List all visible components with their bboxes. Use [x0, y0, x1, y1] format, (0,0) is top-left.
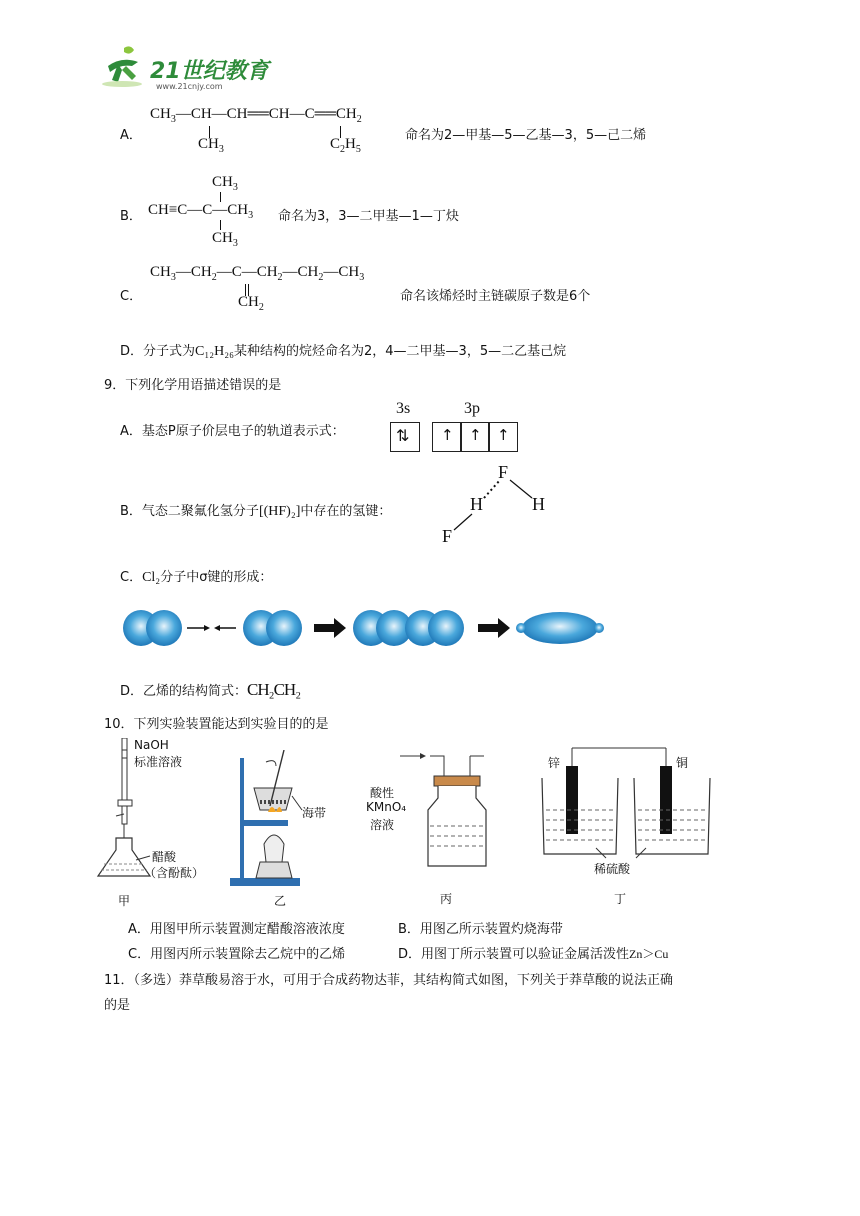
q8-b-letter: B． — [120, 209, 142, 224]
q10-option-d-line — [398, 943, 668, 962]
q10-option-d: D．用图丁所示装置可以验证金属活泼性 — [398, 947, 630, 962]
sigma-bond-diagram — [120, 606, 610, 650]
jia-indicator-label: （含酚酞） — [144, 866, 205, 880]
bing-label-3: 溶液 — [370, 818, 395, 832]
q9-b-text-pre: 气态二聚氟化氢分子 — [141, 504, 259, 519]
ding-cu-label: 铜 — [676, 756, 689, 770]
orbital-diagram: 3s 3p ⇅ ↑ ↑ ↑ — [390, 400, 530, 456]
figure-jia — [96, 738, 216, 908]
hydrogen-bond-diagram: F H H F — [442, 462, 545, 546]
q8-d-suffix: 某种结构的烷烃命名为2，4—二甲基—3，5—二乙基己烷 — [234, 344, 567, 359]
q11-line-1: 11．（多选）莽草酸易溶于水，可用于合成药物达菲，其结构简式如图，下列关于莽草酸的说法正确 — [104, 973, 674, 988]
q9-a-letter: A． — [120, 424, 142, 439]
q10-stem: 10．下列实验装置能达到实验目的的是 — [104, 717, 329, 732]
q8-d-formula: C₁₂H₂₆ — [195, 344, 235, 359]
figure-yi — [226, 750, 346, 908]
q9-a-line — [120, 420, 345, 439]
q9-b-text-post: 中存在的氢键： — [300, 504, 392, 519]
q9-stem: 9．下列化学用语描述错误的是 — [104, 378, 282, 393]
q8-c-structure: $CH_3—CH_2—C—CH_2—CH_2—CH_3$ $CH_2$ — [150, 264, 365, 313]
q9-d-text: 乙烯的结构简式： — [143, 684, 248, 699]
jia-std-label: 标准溶液 — [134, 755, 183, 769]
q8-d-line — [120, 340, 566, 360]
q9-b-line — [120, 500, 391, 520]
q8-a-letter: A． — [120, 128, 142, 143]
q9-c-line — [120, 566, 272, 586]
figure-ding — [536, 744, 716, 908]
q10-option-d-formula: Zn＞Cu — [629, 947, 669, 961]
yi-seaweed-label: 海带 — [302, 806, 327, 820]
q9-c-formula: Cl₂ — [142, 570, 161, 585]
jia-caption: 甲 — [118, 894, 131, 908]
q9-d-formula: CH₂CH₂ — [247, 680, 301, 699]
q9-c-text: 分子中σ键的形成： — [160, 570, 273, 585]
jia-naoh-label: NaOH — [134, 738, 169, 752]
ding-zn-label: 锌 — [548, 756, 561, 770]
q10-option-a: A．用图甲所示装置测定醋酸溶液浓度 — [128, 922, 345, 937]
orbital-3s-label: 3s — [396, 400, 411, 417]
q8-a-structure: $CH_3—CH—CH══CH—C══CH_2$ $CH_3$ $C_2H_5$ — [150, 106, 362, 155]
q8-b-structure: $CH_3$ $CH\equiv C—C—CH_3$ $CH_3$ — [148, 174, 254, 249]
q9-a-text: 基态P原子价层电子的轨道表示式： — [141, 424, 345, 439]
bing-label-1: 酸性 — [370, 786, 395, 800]
bing-label-2: KMnO₄ — [366, 800, 407, 814]
ding-caption: 丁 — [614, 892, 627, 906]
q8-b-desc: 命名为3，3—二甲基—1—丁炔 — [278, 209, 459, 224]
jia-acid-label: 醋酸 — [152, 850, 177, 864]
q11-line-2: 的是 — [104, 998, 131, 1013]
figure-bing — [366, 750, 496, 908]
q9-c-letter: C． — [120, 570, 143, 585]
q9-d-letter: D． — [120, 684, 144, 699]
logo — [100, 44, 270, 92]
q10-option-b: B．用图乙所示装置灼烧海带 — [398, 922, 563, 937]
q8-c-desc: 命名该烯烃时主链碳原子数是6个 — [400, 289, 591, 304]
q8-d-prefix: 分子式为 — [143, 344, 196, 359]
runner-logo-icon — [100, 44, 150, 88]
q8-a-desc: 命名为2—甲基—5—乙基—3，5—己二烯 — [405, 128, 647, 143]
q9-b-letter: B． — [120, 504, 142, 519]
q8-c-letter: C． — [120, 289, 143, 304]
q8-d-letter: D． — [120, 344, 144, 359]
logo-url: www.21cnjy.com — [156, 82, 223, 91]
q9-d-line — [120, 680, 300, 700]
logo-brand: 21世纪教育 — [150, 59, 269, 84]
orbital-3p-label: 3p — [464, 400, 480, 417]
ding-acid-label: 稀硫酸 — [594, 862, 631, 876]
bing-caption: 丙 — [440, 892, 453, 906]
q10-option-c: C．用图丙所示装置除去乙烷中的乙烯 — [128, 947, 346, 962]
yi-caption: 乙 — [274, 894, 287, 908]
q9-b-formula: [(HF)₂] — [258, 504, 301, 519]
